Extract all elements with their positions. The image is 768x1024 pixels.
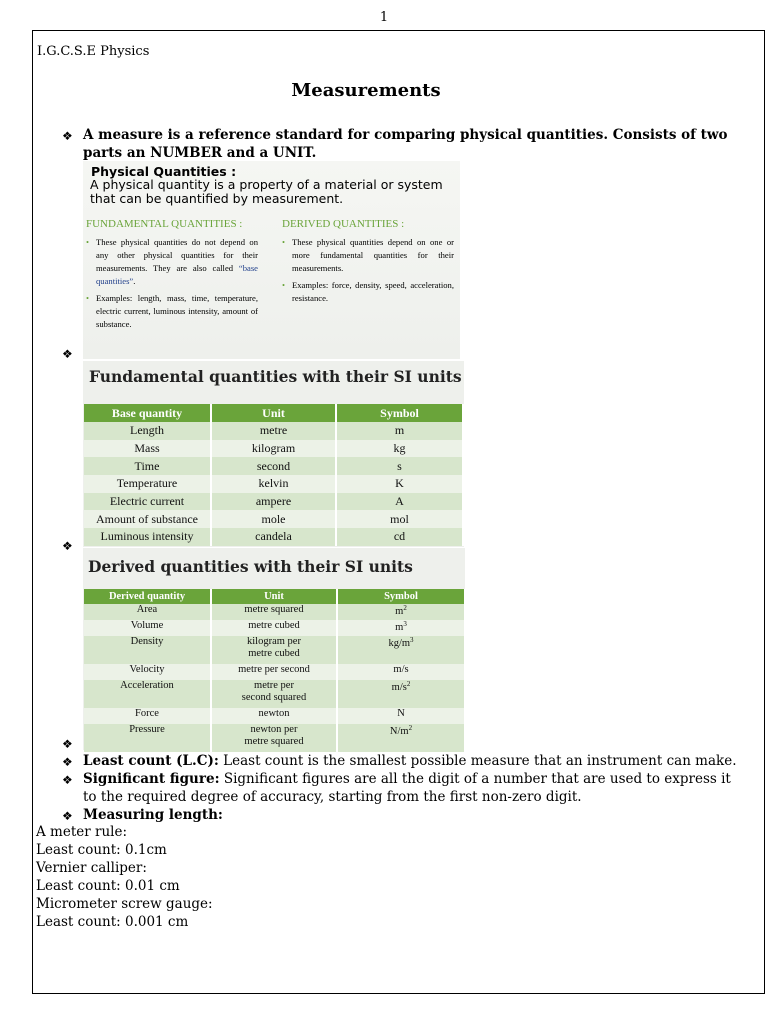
table-cell: Amount of substance [84,510,211,528]
fundamental-point-1: • These physical quantities do not depend on any other physical quantities for their measurements. They are also called “base quantities”. [86,237,258,286]
bullet-diamond-icon: ❖ [62,773,73,787]
table-cell: Time [84,457,211,475]
table-row [84,528,463,546]
least-count-label: Least count (L.C): [83,753,219,769]
fundamental-point-2: • Examples: length, mass, time, temperature, electric current, luminous intensity, amount of substance. [86,293,258,329]
column-header: Base quantity [84,404,211,422]
derived-quantities-heading: DERIVED QUANTITIES : [282,218,405,230]
table-cell [211,664,337,680]
table-cell [211,620,337,636]
symbol-exponent: 3 [410,636,414,644]
fundamental-table-title: Fundamental quantities with their SI units [89,367,462,386]
derived-table-panel [83,548,465,750]
table-cell: Length [84,422,211,440]
page-number: 1 [379,10,389,25]
symbol-text: N [397,708,405,719]
table-cell [211,636,337,664]
symbol-exponent: 2 [403,604,407,612]
table-row [84,493,463,511]
table-cell [337,664,465,680]
table-cell: A [336,493,463,511]
table-row [84,708,465,724]
unit-line: metre per [254,680,294,691]
table-cell: Density [84,636,211,664]
derived-si-table [84,589,466,752]
column-header: Derived quantity [84,589,211,604]
instrument-list [36,823,213,931]
table-cell: candela [211,528,336,546]
table-cell: mol [336,510,463,528]
table-row [84,422,463,440]
instrument-line: Least count: 0.1cm [36,842,167,858]
instrument-line: Least count: 0.001 cm [36,914,189,930]
instrument-line: A meter rule: [36,824,127,840]
table-cell: cd [336,528,463,546]
unit-line: metre cubed [248,648,300,659]
physical-quantities-definition: A physical quantity is a property of a material or system that can be quantified by measurement. [90,177,443,206]
table-cell [211,680,337,708]
table-cell [337,620,465,636]
table-cell: Force [84,708,211,724]
least-count-text: Least count is the smallest possible measure that an instrument can make. [218,753,737,769]
bullet-diamond-icon: ❖ [62,755,73,769]
column-header: Symbol [336,404,463,422]
symbol-text: m [395,622,404,633]
intro-bullet-text: A measure is a reference standard for comparing physical quantities. Consists of two parts an NUMBER and a UNIT. [83,127,728,161]
unit-line: newton per [250,724,298,735]
symbol-exponent: 3 [403,620,407,628]
symbol-text: kg/m [388,638,411,649]
physical-quantities-heading: Physical Quantities : [91,164,237,179]
table-cell: kg [336,440,463,458]
significant-figure-label: Significant figure: [83,771,220,787]
table-row [84,604,465,620]
symbol-exponent: 2 [408,724,413,732]
fundamental-quantities-heading: FUNDAMENTAL QUANTITIES : [86,218,243,230]
table-row [84,457,463,475]
fundamental-table-panel [83,361,464,547]
unit-line: metre squared [244,604,304,615]
bullet-diamond-icon: ❖ [62,129,73,143]
table-row [84,636,465,664]
derived-point-1: • These physical quantities depend on one or more fundamental quantities for their measurements. [282,237,454,273]
table-row [84,440,463,458]
column-header: Unit [211,589,337,604]
unit-line: metre cubed [248,620,300,631]
table-row [84,664,465,680]
symbol-text: m/s [391,682,407,693]
derived-point-2: • Examples: force, density, speed, acceleration, resistance. [282,280,454,303]
significant-figure-text: Significant figures are all the digit of a number that are used to express it to the required degree of accuracy, starting from the first non-zero digit. [83,771,731,805]
table-cell: s [336,457,463,475]
table-cell: second [211,457,336,475]
bullet-diamond-icon: ❖ [62,347,73,361]
table-cell: Pressure [84,724,211,752]
physical-quantities-panel [83,161,460,359]
symbol-exponent: 2 [406,680,411,688]
instrument-line: Least count: 0.01 cm [36,878,180,894]
instrument-line: Micrometer screw gauge: [36,896,213,912]
symbol-text: m [395,606,404,617]
symbol-text: m/s [393,664,409,675]
symbol-text: N/m [389,726,409,737]
table-cell: K [336,475,463,493]
table-cell: Temperature [84,475,211,493]
table-cell: Volume [84,620,211,636]
table-cell: Acceleration [84,680,211,708]
table-row [84,510,463,528]
table-cell: Velocity [84,664,211,680]
table-cell [337,680,465,708]
significant-figure-bullet [0,770,768,806]
bullet-diamond-icon: ❖ [62,809,73,823]
fundamental-quantities-column [86,218,258,335]
measuring-length-label: Measuring length: [83,807,223,823]
fundamental-si-table [84,404,464,546]
table-cell: kilogram [211,440,336,458]
bullet-diamond-icon: ❖ [62,539,73,553]
intro-bullet [0,126,768,162]
table-cell: ampere [211,493,336,511]
table-row [84,475,463,493]
table-row [84,724,465,752]
table-cell [337,724,465,752]
table-cell: mole [211,510,336,528]
table-row [84,680,465,708]
table-cell [211,604,337,620]
measuring-length-bullet [0,806,768,824]
derived-quantities-column [282,218,454,309]
page-title: Measurements [291,80,441,101]
table-cell [337,604,465,620]
table-cell: Area [84,604,211,620]
table-cell: Luminous intensity [84,528,211,546]
derived-table-title: Derived quantities with their SI units [88,557,413,576]
unit-line: newton [258,708,290,719]
bullet-diamond-icon: ❖ [62,737,73,751]
table-cell [337,708,465,724]
column-header: Symbol [337,589,465,604]
column-header: Unit [211,404,336,422]
table-cell: metre [211,422,336,440]
unit-line: metre squared [244,736,304,747]
unit-line: metre per second [238,664,310,675]
base-quantities-term: “base quantities” [96,263,258,286]
table-row [84,620,465,636]
table-cell: kelvin [211,475,336,493]
table-cell [337,636,465,664]
unit-line: second squared [241,692,307,703]
instrument-line: Vernier calliper: [36,860,147,876]
table-cell: Electric current [84,493,211,511]
table-cell: m [336,422,463,440]
unit-line: kilogram per [247,636,301,647]
least-count-bullet [0,752,768,770]
course-label: I.G.C.S.E Physics [37,44,150,59]
table-cell [211,708,337,724]
table-cell: Mass [84,440,211,458]
table-cell [211,724,337,752]
